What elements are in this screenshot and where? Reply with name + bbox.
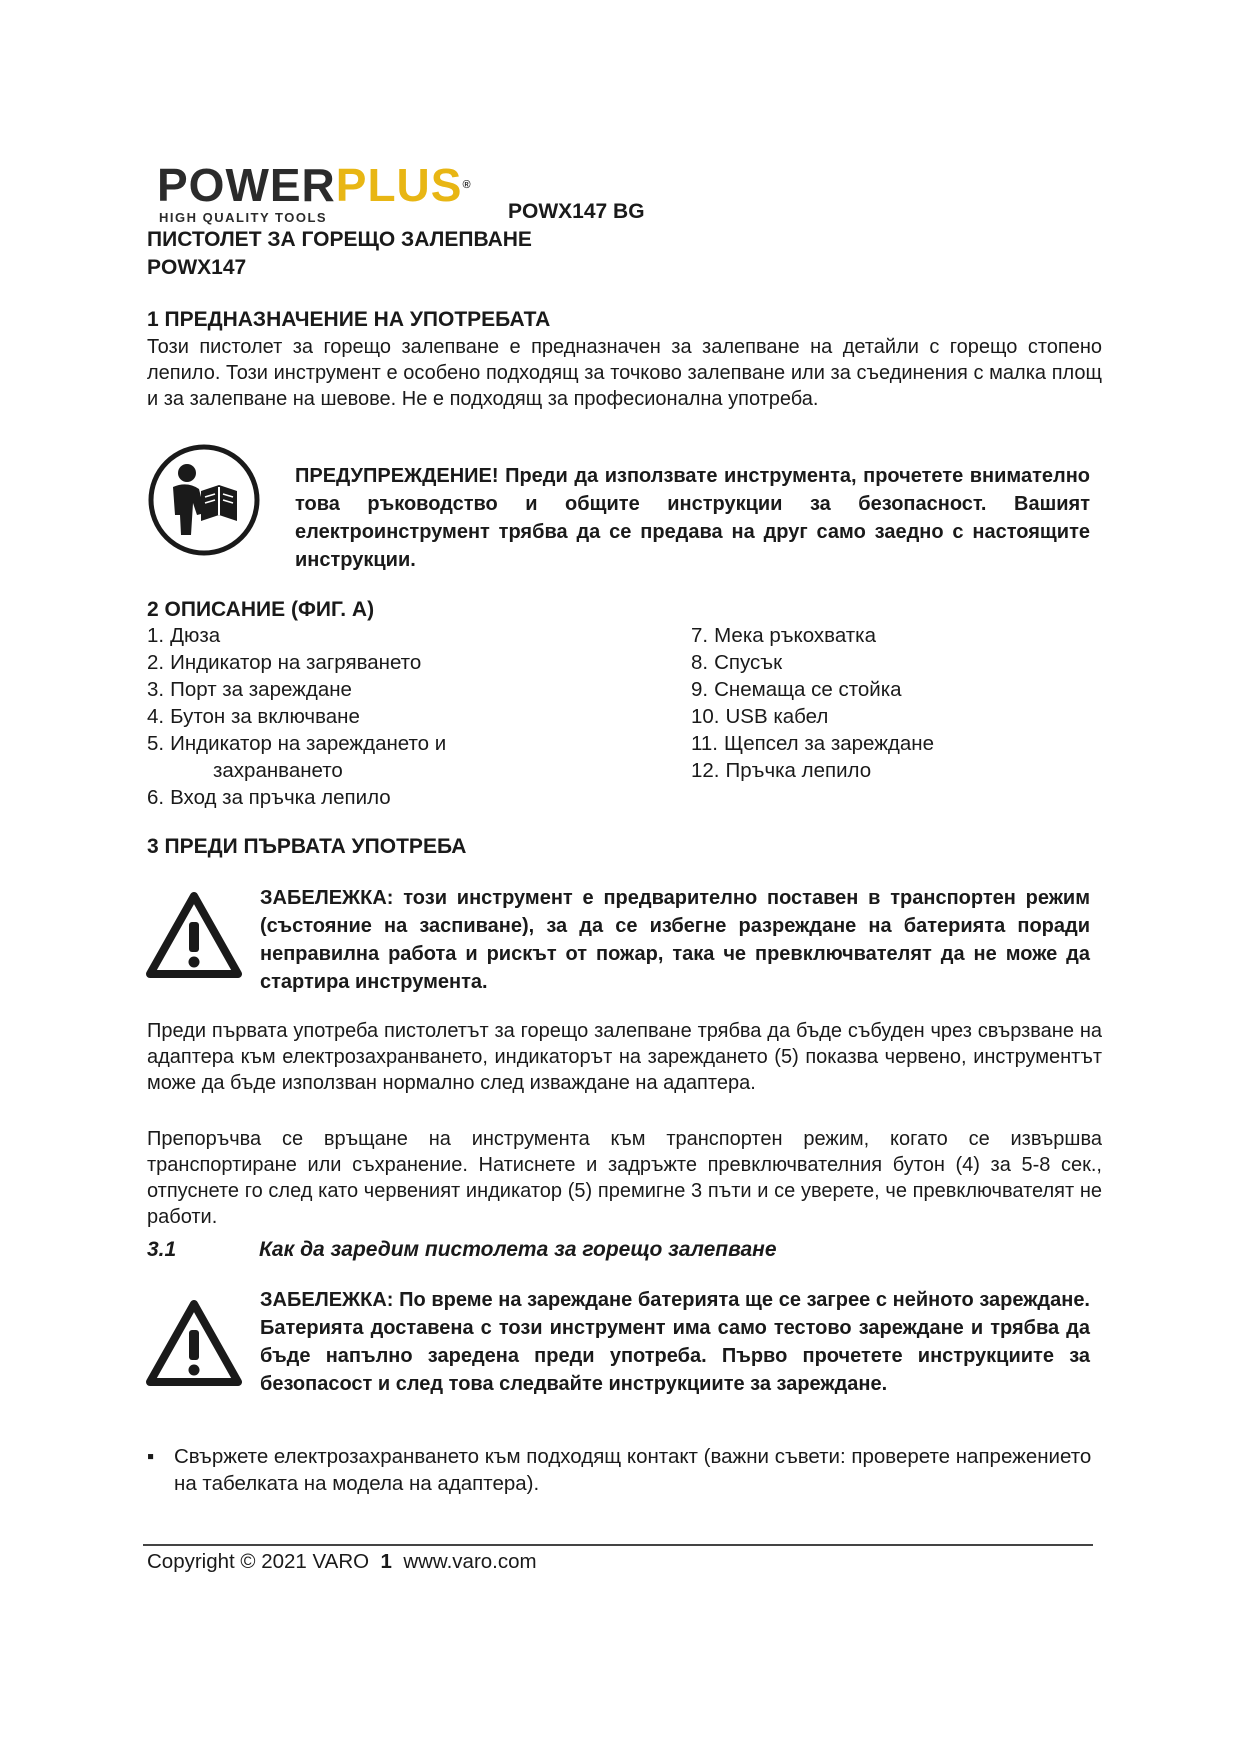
list-item: 9. Снемаща се стойка [691,678,902,701]
model-language-label: POWX147 BG [508,200,645,223]
list-item: 7. Мека ръкохватка [691,624,876,647]
logo-plus: PLUS [335,159,463,211]
footer-url: www.varo.com [403,1550,537,1573]
charging-note: ЗАБЕЛЕЖКА: По време на зареждане батерията ще се загрее с нейното зареждане. Батерията доставена с този инструмент има само тестово зареждане и трябва да бъде напълно заредена преди употреба. Първо прочетете инструкциите за безопасост и след това следвайте инструкциите за зареждане. [260,1289,1090,1395]
section-heading-before-first-use: 3 ПРЕДИ ПЪРВАТА УПОТРЕБА [147,835,467,858]
intended-use-text: Този пистолет за горещо залепване е предназначен за залепване на детайли с горещо стопено лепило. Този инструмент е особено подходящ за точково залепване или за съединения с малка площ и за залепване на шевове. Не е подходящ за професионална употреба. [147,336,1102,410]
document-title [147,226,532,282]
list-item: 8. Спусък [691,651,783,674]
list-item: 6. Вход за пръчка лепило [147,786,391,809]
read-manual-icon [147,443,261,557]
warning-triangle-icon [145,890,243,980]
bullet-marker: ▪ [147,1445,155,1468]
section-heading-intended-use: 1 ПРЕДНАЗНАЧЕНИЕ НА УПОТРЕБАТА [147,308,551,331]
copyright-text: Copyright © 2021 VARO [147,1550,370,1573]
first-use-paragraph: Преди първата употреба пистолетът за горещо залепване трябва да бъде събуден чрез свързване на адаптера към електрозахранването, индикаторът на зареждането (5) показва червено, инструментът може да бъде използван нормално след изваждане на адаптера. [147,1020,1102,1094]
list-item: 3. Порт за зареждане [147,678,352,701]
page-footer [147,1550,537,1574]
warning-triangle-icon [145,1298,243,1388]
list-item: 4. Бутон за включване [147,705,360,728]
title-line-2: POWX147 [147,256,247,279]
page-number: 1 [380,1550,392,1573]
list-item: 12. Пръчка лепило [691,759,872,782]
transport-mode-note: ЗАБЕЛЕЖКА: този инструмент е предварително поставен в транспортен режим (състояние на заспиване), за да се избегне разреждане на батерията поради неправилна работа и рискът от пожар, така че превключвателят да не може да стартира инструмента. [260,887,1090,993]
parts-list-right [691,622,1111,784]
safety-warning-text: ПРЕДУПРЕЖДЕНИЕ! Преди да използвате инструмента, прочетете внимателно това ръководство и общите инструкции за безопасност. Вашият електроинструмент трябва да се предава на друг само заедно с настоящите инструкции. [295,465,1090,571]
charging-step-text: Свържете електрозахранването към подходящ контакт (важни съвети: проверете напрежението на табелката на модела на адаптера). [174,1445,1092,1495]
list-item: 2. Индикатор на загряването [147,651,422,674]
transport-mode-paragraph: Препоръчва се връщане на инструмента към транспортен режим, когато се извършва транспортиране или съхранение. Натиснете и задръжте превключвателния бутон (4) за 5-8 сек., отпуснете го след като червеният индикатор (5) премигне 3 пъти и се уверете, че превключвателят не работи. [147,1128,1102,1228]
subsection-number: 3.1 [147,1238,177,1261]
footer-divider [143,1544,1093,1546]
logo-tagline: HIGH QUALITY TOOLS [159,210,328,225]
title-line-1: ПИСТОЛЕТ ЗА ГОРЕЩО ЗАЛЕПВАНЕ [147,228,532,251]
list-item: 1. Дюза [147,624,221,647]
parts-list-left [147,622,667,811]
brand-logo [157,160,497,230]
section-heading-description: 2 ОПИСАНИЕ (ФИГ. A) [147,598,375,621]
list-item: 10. USB кабел [691,705,829,728]
logo-wordmark [157,160,472,210]
list-item: 11. Щепсел за зареждане [691,732,934,755]
logo-power: POWER [157,159,336,211]
subsection-title: Как да заредим пистолета за горещо залепване [259,1238,777,1261]
logo-registered: ® [462,179,472,191]
list-item: 5. Индикатор на зареждането и захранването [147,732,447,782]
